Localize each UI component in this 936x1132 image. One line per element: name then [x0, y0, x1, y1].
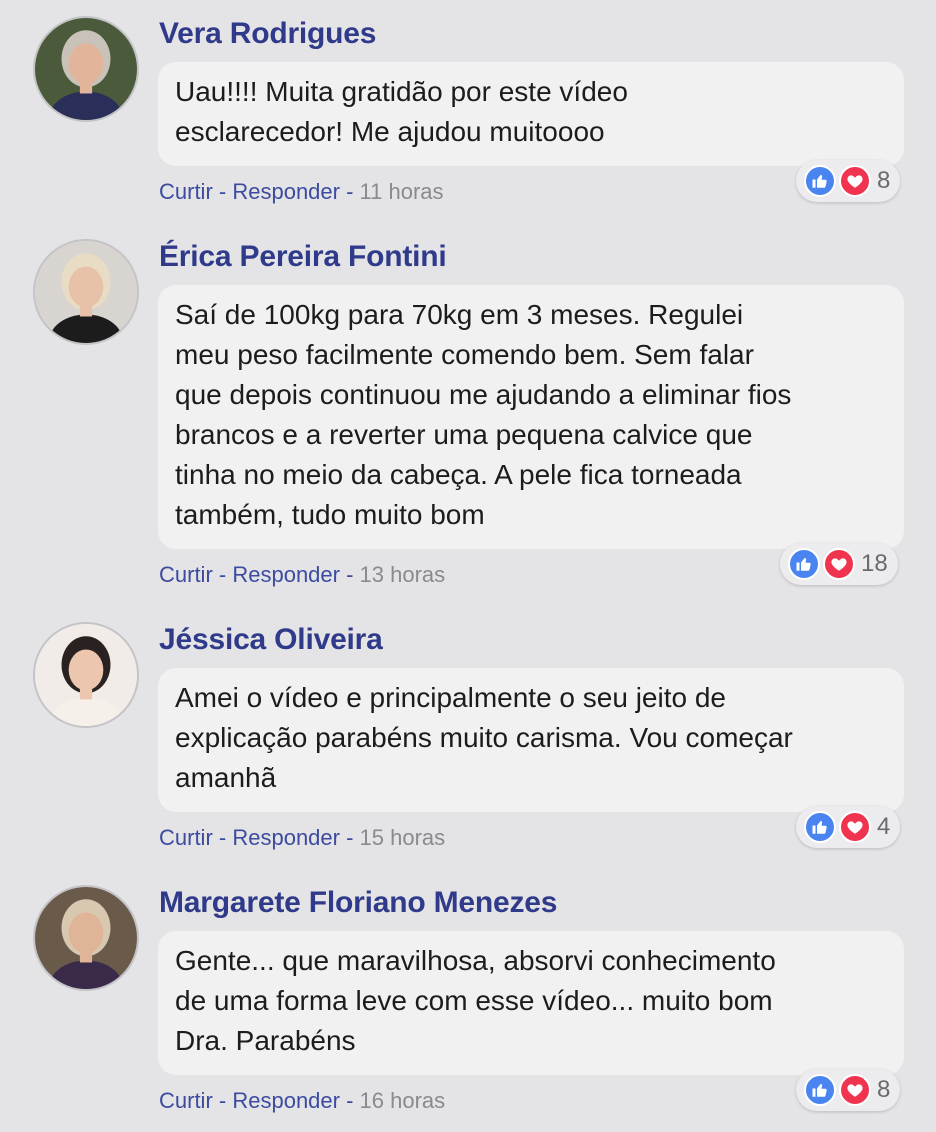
avatar[interactable] [33, 16, 139, 122]
reaction-count: 8 [877, 1076, 891, 1103]
reaction-count: 8 [877, 167, 891, 194]
comment-actions [159, 824, 445, 852]
reaction-summary[interactable] [796, 806, 900, 848]
separator: - [339, 825, 360, 850]
like-link[interactable]: Curtir [159, 1088, 213, 1113]
separator: - [339, 562, 360, 587]
reaction-summary[interactable] [780, 543, 898, 585]
reaction-count: 18 [861, 550, 888, 577]
avatar-photo [35, 18, 137, 120]
like-link[interactable]: Curtir [159, 179, 213, 204]
comment-author[interactable]: Jéssica Oliveira [159, 623, 383, 656]
reply-link[interactable]: Responder [232, 825, 340, 850]
comment-text: Uau!!!! Muita gratidão por este vídeo esclarecedor! Me ajudou muitoooo [158, 62, 904, 166]
heart-icon [839, 1074, 871, 1106]
comment-text: Saí de 100kg para 70kg em 3 meses. Regulei meu peso facilmente comendo bem. Sem falar que depois continuou me ajudando a eliminar fios brancos e a reverter uma pequena calvice que tinha no meio da cabeça. A pele fica torneada também, tudo muito bom [158, 285, 904, 549]
timestamp: 15 horas [359, 825, 446, 850]
comment-text: Amei o vídeo e principalmente o seu jeito de explicação parabéns muito carisma. Vou começar amanhã [158, 668, 904, 812]
avatar[interactable] [33, 885, 139, 991]
thumbs-up-icon [804, 165, 836, 197]
heart-icon [823, 548, 855, 580]
reply-link[interactable]: Responder [232, 179, 340, 204]
separator: - [339, 1088, 360, 1113]
comment-actions [159, 1087, 445, 1115]
reaction-count: 4 [877, 813, 891, 840]
comment-text: Gente... que maravilhosa, absorvi conhecimento de uma forma leve com esse vídeo... muito bom Dra. Parabéns [158, 931, 904, 1075]
separator: - [212, 562, 233, 587]
reply-link[interactable]: Responder [232, 1088, 340, 1113]
timestamp: 13 horas [359, 562, 446, 587]
thumbs-up-icon [804, 811, 836, 843]
avatar[interactable] [33, 239, 139, 345]
separator: - [339, 179, 360, 204]
separator: - [212, 825, 233, 850]
timestamp: 11 horas [359, 179, 444, 204]
heart-icon [839, 165, 871, 197]
comment-author[interactable]: Érica Pereira Fontini [159, 240, 447, 273]
avatar-photo [35, 624, 137, 726]
reaction-summary[interactable] [796, 1069, 900, 1111]
avatar-photo [35, 241, 137, 343]
avatar-photo [35, 887, 137, 989]
separator: - [212, 179, 233, 204]
reaction-summary[interactable] [796, 160, 900, 202]
comment-author[interactable]: Vera Rodrigues [159, 17, 377, 50]
reply-link[interactable]: Responder [232, 562, 340, 587]
like-link[interactable]: Curtir [159, 562, 213, 587]
timestamp: 16 horas [359, 1088, 446, 1113]
comment-actions [159, 561, 445, 589]
like-link[interactable]: Curtir [159, 825, 213, 850]
avatar[interactable] [33, 622, 139, 728]
heart-icon [839, 811, 871, 843]
separator: - [212, 1088, 233, 1113]
comment-actions [159, 178, 444, 206]
thumbs-up-icon [788, 548, 820, 580]
thumbs-up-icon [804, 1074, 836, 1106]
comment-author[interactable]: Margarete Floriano Menezes [159, 886, 558, 919]
